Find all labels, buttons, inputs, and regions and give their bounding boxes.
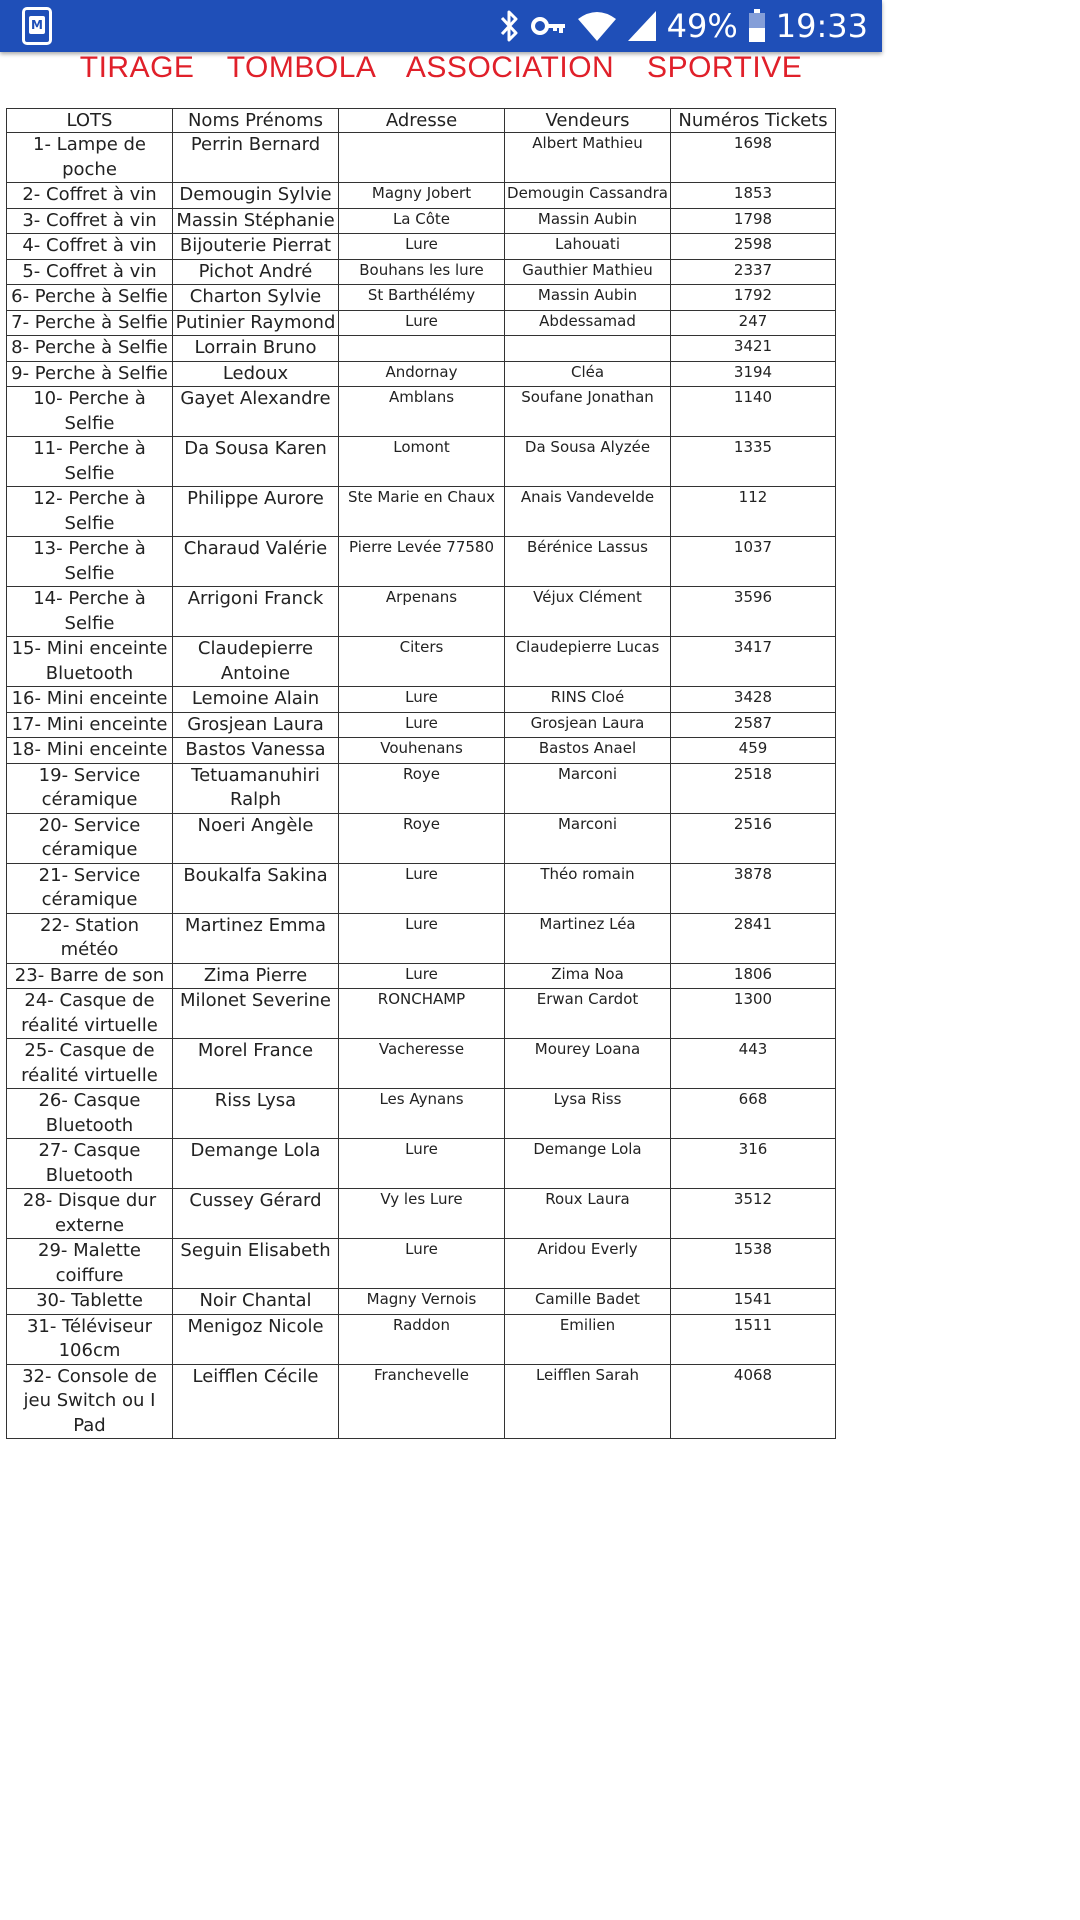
- ticket-cell: 3596: [671, 587, 836, 637]
- ticket-cell: 1538: [671, 1239, 836, 1289]
- header-address: Adresse: [339, 109, 505, 133]
- name-cell: Cussey Gérard: [173, 1189, 339, 1239]
- table-row: [7, 361, 836, 387]
- address-cell: Roye: [339, 763, 505, 813]
- seller-cell: Massin Aubin: [505, 208, 671, 234]
- lot-cell: 15- Mini enceinte Bluetooth: [7, 637, 173, 687]
- name-cell: Ledoux: [173, 361, 339, 387]
- address-cell: Lure: [339, 687, 505, 713]
- status-bar: [0, 0, 882, 52]
- ticket-cell: 4068: [671, 1364, 836, 1439]
- seller-cell: Abdessamad: [505, 310, 671, 336]
- table-row: [7, 437, 836, 487]
- ticket-cell: 3878: [671, 863, 836, 913]
- ticket-cell: 3421: [671, 336, 836, 362]
- seller-cell: Roux Laura: [505, 1189, 671, 1239]
- address-cell: Citers: [339, 637, 505, 687]
- name-cell: Boukalfa Sakina: [173, 863, 339, 913]
- ticket-cell: 2516: [671, 813, 836, 863]
- lot-cell: 28- Disque dur externe: [7, 1189, 173, 1239]
- name-cell: Morel France: [173, 1039, 339, 1089]
- lot-cell: 19- Service céramique: [7, 763, 173, 813]
- lot-cell: 30- Tablette: [7, 1289, 173, 1315]
- table-row: [7, 234, 836, 260]
- address-cell: Vacheresse: [339, 1039, 505, 1089]
- lot-cell: 6- Perche à Selfie: [7, 285, 173, 311]
- lot-cell: 13- Perche à Selfie: [7, 537, 173, 587]
- address-cell: Magny Vernois: [339, 1289, 505, 1315]
- lot-cell: 8- Perche à Selfie: [7, 336, 173, 362]
- lot-cell: 4- Coffret à vin: [7, 234, 173, 260]
- name-cell: Perrin Bernard: [173, 133, 339, 183]
- ticket-cell: 1798: [671, 208, 836, 234]
- name-cell: Tetuamanuhiri Ralph: [173, 763, 339, 813]
- header-ticket-numbers: Numéros Tickets: [671, 109, 836, 133]
- table-row: [7, 637, 836, 687]
- seller-cell: Marconi: [505, 813, 671, 863]
- lot-cell: 14- Perche à Selfie: [7, 587, 173, 637]
- address-cell: St Barthélémy: [339, 285, 505, 311]
- name-cell: Noir Chantal: [173, 1289, 339, 1315]
- name-cell: Leifflen Cécile: [173, 1364, 339, 1439]
- name-cell: Massin Stéphanie: [173, 208, 339, 234]
- seller-cell: Aridou Everly: [505, 1239, 671, 1289]
- ticket-cell: 2518: [671, 763, 836, 813]
- seller-cell: Da Sousa Alyzée: [505, 437, 671, 487]
- address-cell: [339, 336, 505, 362]
- battery-icon: [748, 9, 766, 43]
- table-row: [7, 989, 836, 1039]
- seller-cell: Camille Badet: [505, 1289, 671, 1315]
- address-cell: Amblans: [339, 387, 505, 437]
- header-names: Noms Prénoms: [173, 109, 339, 133]
- ticket-cell: 2841: [671, 913, 836, 963]
- key-icon: [531, 14, 567, 38]
- address-cell: [339, 133, 505, 183]
- name-cell: Putinier Raymond: [173, 310, 339, 336]
- lot-cell: 3- Coffret à vin: [7, 208, 173, 234]
- ticket-cell: 3512: [671, 1189, 836, 1239]
- table-row: [7, 336, 836, 362]
- name-cell: Menigoz Nicole: [173, 1314, 339, 1364]
- table-row: [7, 1139, 836, 1189]
- lot-cell: 11- Perche à Selfie: [7, 437, 173, 487]
- wifi-icon: [577, 10, 617, 42]
- seller-cell: Massin Aubin: [505, 285, 671, 311]
- seller-cell: Claudepierre Lucas: [505, 637, 671, 687]
- mobile-app-icon[interactable]: M: [22, 7, 52, 45]
- address-cell: Les Aynans: [339, 1089, 505, 1139]
- address-cell: Lure: [339, 1239, 505, 1289]
- address-cell: Magny Jobert: [339, 183, 505, 209]
- seller-cell: Emilien: [505, 1314, 671, 1364]
- ticket-cell: 668: [671, 1089, 836, 1139]
- seller-cell: Anais Vandevelde: [505, 487, 671, 537]
- clock-time: 19:33: [775, 7, 868, 45]
- table-row: [7, 1089, 836, 1139]
- name-cell: Charton Sylvie: [173, 285, 339, 311]
- lot-cell: 12- Perche à Selfie: [7, 487, 173, 537]
- lot-cell: 29- Malette coiffure: [7, 1239, 173, 1289]
- ticket-cell: 1140: [671, 387, 836, 437]
- table-row: [7, 285, 836, 311]
- lot-cell: 1- Lampe de poche: [7, 133, 173, 183]
- table-row: [7, 208, 836, 234]
- ticket-cell: 2598: [671, 234, 836, 260]
- seller-cell: Demougin Cassandra: [505, 183, 671, 209]
- ticket-cell: 2587: [671, 712, 836, 738]
- name-cell: Demange Lola: [173, 1139, 339, 1189]
- table-row: [7, 738, 836, 764]
- name-cell: Demougin Sylvie: [173, 183, 339, 209]
- ticket-cell: 1335: [671, 437, 836, 487]
- seller-cell: Cléa: [505, 361, 671, 387]
- lot-cell: 5- Coffret à vin: [7, 259, 173, 285]
- address-cell: Ste Marie en Chaux: [339, 487, 505, 537]
- name-cell: Charaud Valérie: [173, 537, 339, 587]
- address-cell: Andornay: [339, 361, 505, 387]
- name-cell: Bastos Vanessa: [173, 738, 339, 764]
- ticket-cell: 1541: [671, 1289, 836, 1315]
- lot-cell: 23- Barre de son: [7, 963, 173, 989]
- lot-cell: 25- Casque de réalité virtuelle: [7, 1039, 173, 1089]
- seller-cell: Marconi: [505, 763, 671, 813]
- table-row: [7, 763, 836, 813]
- lot-cell: 17- Mini enceinte: [7, 712, 173, 738]
- header-lots: LOTS: [7, 109, 173, 133]
- seller-cell: Demange Lola: [505, 1139, 671, 1189]
- name-cell: Martinez Emma: [173, 913, 339, 963]
- ticket-cell: 112: [671, 487, 836, 537]
- name-cell: Arrigoni Franck: [173, 587, 339, 637]
- ticket-cell: 1511: [671, 1314, 836, 1364]
- address-cell: Roye: [339, 813, 505, 863]
- ticket-cell: 1853: [671, 183, 836, 209]
- lot-cell: 2- Coffret à vin: [7, 183, 173, 209]
- seller-cell: Bastos Anael: [505, 738, 671, 764]
- table-row: [7, 387, 836, 437]
- ticket-cell: 1806: [671, 963, 836, 989]
- results-table: [6, 108, 836, 1439]
- table-row: [7, 259, 836, 285]
- seller-cell: RINS Cloé: [505, 687, 671, 713]
- lot-cell: 9- Perche à Selfie: [7, 361, 173, 387]
- address-cell: Vouhenans: [339, 738, 505, 764]
- name-cell: Philippe Aurore: [173, 487, 339, 537]
- address-cell: Lomont: [339, 437, 505, 487]
- bluetooth-icon: [499, 9, 521, 43]
- lot-cell: 10- Perche à Selfie: [7, 387, 173, 437]
- address-cell: La Côte: [339, 208, 505, 234]
- seller-cell: Bérénice Lassus: [505, 537, 671, 587]
- name-cell: Lemoine Alain: [173, 687, 339, 713]
- table-row: [7, 687, 836, 713]
- ticket-cell: 1300: [671, 989, 836, 1039]
- name-cell: Pichot André: [173, 259, 339, 285]
- address-cell: Bouhans les lure: [339, 259, 505, 285]
- seller-cell: Lahouati: [505, 234, 671, 260]
- ticket-cell: 443: [671, 1039, 836, 1089]
- name-cell: Gayet Alexandre: [173, 387, 339, 437]
- lot-cell: 20- Service céramique: [7, 813, 173, 863]
- ticket-cell: 316: [671, 1139, 836, 1189]
- table-row: [7, 537, 836, 587]
- lot-cell: 32- Console de jeu Switch ou I Pad: [7, 1364, 173, 1439]
- table-row: [7, 1239, 836, 1289]
- name-cell: Bijouterie Pierrat: [173, 234, 339, 260]
- seller-cell: [505, 336, 671, 362]
- table-row: [7, 863, 836, 913]
- lot-cell: 21- Service céramique: [7, 863, 173, 913]
- address-cell: Lure: [339, 310, 505, 336]
- seller-cell: Martinez Léa: [505, 913, 671, 963]
- seller-cell: Véjux Clément: [505, 587, 671, 637]
- seller-cell: Lysa Riss: [505, 1089, 671, 1139]
- table-row: [7, 1314, 836, 1364]
- status-icons: [499, 0, 868, 52]
- table-row: [7, 1039, 836, 1089]
- name-cell: Da Sousa Karen: [173, 437, 339, 487]
- lot-cell: 22- Station météo: [7, 913, 173, 963]
- address-cell: Lure: [339, 913, 505, 963]
- table-row: [7, 310, 836, 336]
- seller-cell: Leifflen Sarah: [505, 1364, 671, 1439]
- table-row: [7, 183, 836, 209]
- signal-icon: [627, 10, 657, 42]
- seller-cell: Zima Noa: [505, 963, 671, 989]
- address-cell: Pierre Levée 77580: [339, 537, 505, 587]
- ticket-cell: 459: [671, 738, 836, 764]
- name-cell: Zima Pierre: [173, 963, 339, 989]
- name-cell: Grosjean Laura: [173, 712, 339, 738]
- ticket-cell: 2337: [671, 259, 836, 285]
- table-header-row: [7, 109, 836, 133]
- ticket-cell: 1792: [671, 285, 836, 311]
- seller-cell: Erwan Cardot: [505, 989, 671, 1039]
- ticket-cell: 1698: [671, 133, 836, 183]
- name-cell: Claudepierre Antoine: [173, 637, 339, 687]
- table-row: [7, 133, 836, 183]
- page-title: TIRAGE TOMBOLA ASSOCIATION SPORTIVE: [79, 51, 803, 84]
- seller-cell: Albert Mathieu: [505, 133, 671, 183]
- seller-cell: Mourey Loana: [505, 1039, 671, 1089]
- table-row: [7, 813, 836, 863]
- address-cell: Arpenans: [339, 587, 505, 637]
- table-row: [7, 1289, 836, 1315]
- address-cell: Lure: [339, 863, 505, 913]
- lot-cell: 27- Casque Bluetooth: [7, 1139, 173, 1189]
- seller-cell: Théo romain: [505, 863, 671, 913]
- ticket-cell: 3194: [671, 361, 836, 387]
- header-sellers: Vendeurs: [505, 109, 671, 133]
- address-cell: Vy les Lure: [339, 1189, 505, 1239]
- ticket-cell: 1037: [671, 537, 836, 587]
- ticket-cell: 3417: [671, 637, 836, 687]
- table-row: [7, 1189, 836, 1239]
- table-row: [7, 963, 836, 989]
- ticket-cell: 3428: [671, 687, 836, 713]
- address-cell: Lure: [339, 234, 505, 260]
- lot-cell: 7- Perche à Selfie: [7, 310, 173, 336]
- address-cell: Lure: [339, 712, 505, 738]
- table-row: [7, 712, 836, 738]
- lot-cell: 24- Casque de réalité virtuelle: [7, 989, 173, 1039]
- address-cell: Franchevelle: [339, 1364, 505, 1439]
- lot-cell: 18- Mini enceinte: [7, 738, 173, 764]
- name-cell: Riss Lysa: [173, 1089, 339, 1139]
- battery-level-text: 49%: [666, 7, 738, 45]
- address-cell: Raddon: [339, 1314, 505, 1364]
- seller-cell: Gauthier Mathieu: [505, 259, 671, 285]
- table-row: [7, 913, 836, 963]
- table-row: [7, 487, 836, 537]
- address-cell: RONCHAMP: [339, 989, 505, 1039]
- seller-cell: Grosjean Laura: [505, 712, 671, 738]
- lot-cell: 16- Mini enceinte: [7, 687, 173, 713]
- name-cell: Noeri Angèle: [173, 813, 339, 863]
- name-cell: Seguin Elisabeth: [173, 1239, 339, 1289]
- lot-cell: 26- Casque Bluetooth: [7, 1089, 173, 1139]
- name-cell: Lorrain Bruno: [173, 336, 339, 362]
- table-row: [7, 587, 836, 637]
- address-cell: Lure: [339, 963, 505, 989]
- address-cell: Lure: [339, 1139, 505, 1189]
- seller-cell: Soufane Jonathan: [505, 387, 671, 437]
- table-row: [7, 1364, 836, 1439]
- name-cell: Milonet Severine: [173, 989, 339, 1039]
- ticket-cell: 247: [671, 310, 836, 336]
- lot-cell: 31- Téléviseur 106cm: [7, 1314, 173, 1364]
